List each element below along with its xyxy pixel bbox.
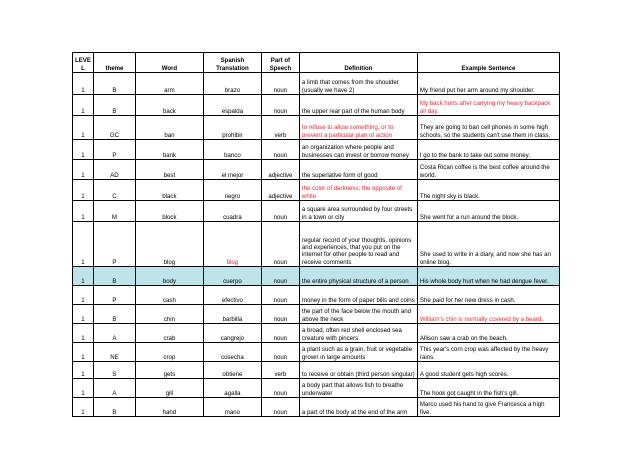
cell-word: gets [135, 362, 203, 379]
cell-theme: P [93, 222, 135, 267]
cell-word: crab [135, 324, 203, 343]
cell-level: 1 [73, 140, 94, 160]
cell-word: chin [135, 305, 203, 324]
cell-level: 1 [73, 95, 94, 116]
cell-definition: the color of darkness; the opposite of white [299, 180, 417, 201]
cell-theme: C [93, 180, 135, 201]
cell-pos: verb [261, 116, 299, 140]
table-row [73, 324, 560, 343]
cell-level: 1 [73, 362, 94, 379]
cell-spanish: el mejor [203, 160, 261, 180]
cell-theme: A [93, 379, 135, 398]
header-definition: Definition [299, 53, 417, 73]
cell-pos: noun [261, 305, 299, 324]
cell-example: A good student gets high scores. [417, 362, 559, 379]
cell-definition: the entire physical structure of a person [299, 267, 417, 286]
cell-word: bank [135, 140, 203, 160]
table-row [73, 379, 560, 398]
cell-theme: B [93, 305, 135, 324]
cell-definition: a plant such as a grain, fruit or vegetable grown in large amounts [299, 343, 417, 362]
cell-definition: the upper rear part of the human body [299, 95, 417, 116]
cell-word: arm [135, 73, 203, 95]
cell-definition: a broad, often red shell enclosed sea creature with pincers [299, 324, 417, 343]
cell-level: 1 [73, 201, 94, 222]
cell-definition: to receive or obtain (third person singular) [299, 362, 417, 379]
table-row [73, 95, 560, 116]
table-row [73, 305, 560, 324]
cell-pos: noun [261, 324, 299, 343]
vocabulary-table [72, 52, 560, 417]
cell-definition: the part of the face below the mouth and above the neck [299, 305, 417, 324]
cell-theme: P [93, 286, 135, 305]
cell-spanish: obtiene [203, 362, 261, 379]
cell-spanish: mano [203, 398, 261, 417]
cell-theme: S [93, 362, 135, 379]
cell-theme: B [93, 398, 135, 417]
cell-theme: AD [93, 160, 135, 180]
cell-pos: noun [261, 201, 299, 222]
cell-pos: noun [261, 73, 299, 95]
cell-spanish: barbilla [203, 305, 261, 324]
cell-spanish: cuerpo [203, 267, 261, 286]
cell-word: black [135, 180, 203, 201]
cell-word: back [135, 95, 203, 116]
cell-pos: noun [261, 95, 299, 116]
header-word: Word [135, 53, 203, 73]
cell-spanish: brazo [203, 73, 261, 95]
cell-theme: NE [93, 343, 135, 362]
cell-level: 1 [73, 116, 94, 140]
cell-definition: to refuse to allow something, or to prevent a particular plan of action [299, 116, 417, 140]
table-row [73, 362, 560, 379]
cell-word: blog [135, 222, 203, 267]
cell-spanish: agalla [203, 379, 261, 398]
cell-pos: noun [261, 140, 299, 160]
cell-example: Marco used his hand to give Francesca a high five. [417, 398, 559, 417]
cell-pos: noun [261, 222, 299, 267]
cell-example: She went for a run around the block. [417, 201, 559, 222]
cell-theme: M [93, 201, 135, 222]
cell-theme: B [93, 95, 135, 116]
cell-word: hand [135, 398, 203, 417]
cell-spanish: blog [203, 222, 261, 267]
cell-example: This year's corn crop was affected by the heavy rains. [417, 343, 559, 362]
header-level: LEVE L [73, 53, 94, 73]
cell-pos: noun [261, 286, 299, 305]
cell-word: gill [135, 379, 203, 398]
cell-spanish: cuadra [203, 201, 261, 222]
cell-level: 1 [73, 343, 94, 362]
table-row [73, 267, 560, 286]
cell-word: crop [135, 343, 203, 362]
cell-level: 1 [73, 267, 94, 286]
cell-level: 1 [73, 286, 94, 305]
cell-example: His whole body hurt when he had dengue fever. [417, 267, 559, 286]
table-row [73, 116, 560, 140]
cell-definition: a body part that allows fish to breathe underwater [299, 379, 417, 398]
header-pos: Part of Speech [261, 53, 299, 73]
cell-pos: adjective [261, 160, 299, 180]
table-row [73, 140, 560, 160]
table-row [73, 201, 560, 222]
cell-level: 1 [73, 160, 94, 180]
cell-example: My back hurts after carrying my heavy backpack all day. [417, 95, 559, 116]
header-row [73, 53, 560, 73]
cell-pos: verb [261, 362, 299, 379]
cell-level: 1 [73, 379, 94, 398]
cell-spanish: prohibir [203, 116, 261, 140]
cell-spanish: cosecha [203, 343, 261, 362]
header-spanish: Spanish Translation [203, 53, 261, 73]
cell-level: 1 [73, 73, 94, 95]
cell-level: 1 [73, 222, 94, 267]
table-row [73, 222, 560, 267]
cell-spanish: banco [203, 140, 261, 160]
table-row [73, 343, 560, 362]
table-row [73, 398, 560, 417]
cell-definition: a part of the body at the end of the arm [299, 398, 417, 417]
table-row [73, 286, 560, 305]
cell-example: William's chin is normally covered by a beard. [417, 305, 559, 324]
cell-theme: P [93, 140, 135, 160]
cell-pos: noun [261, 343, 299, 362]
cell-pos: adjective [261, 180, 299, 201]
cell-word: body [135, 267, 203, 286]
cell-spanish: negro [203, 180, 261, 201]
cell-pos: noun [261, 398, 299, 417]
cell-word: ban [135, 116, 203, 140]
cell-spanish: efectivo [203, 286, 261, 305]
cell-example: Costa Rican coffee is the best coffee around the world. [417, 160, 559, 180]
cell-example: Allison saw a crab on the beach. [417, 324, 559, 343]
cell-definition: an organization where people and businesses can invest or borrow money [299, 140, 417, 160]
cell-example: She used to write in a diary, and now she has an online blog. [417, 222, 559, 267]
cell-example: My friend put her arm around my shoulder. [417, 73, 559, 95]
cell-pos: noun [261, 379, 299, 398]
cell-level: 1 [73, 305, 94, 324]
cell-theme: GC [93, 116, 135, 140]
cell-example: They are going to ban cell phones in some high schools, so the students can't use them in class. [417, 116, 559, 140]
cell-word: cash [135, 286, 203, 305]
cell-level: 1 [73, 324, 94, 343]
cell-definition: a square area surrounded by four streets in a town or city [299, 201, 417, 222]
header-theme: theme [93, 53, 135, 73]
cell-example: The night sky is black. [417, 180, 559, 201]
cell-example: The hook got caught in the fish's gill. [417, 379, 559, 398]
cell-pos: noun [261, 267, 299, 286]
cell-definition: money in the form of paper bills and coins [299, 286, 417, 305]
cell-theme: B [93, 73, 135, 95]
cell-example: She paid for her new dress in cash. [417, 286, 559, 305]
table-row [73, 73, 560, 95]
cell-level: 1 [73, 398, 94, 417]
cell-word: best [135, 160, 203, 180]
cell-theme: B [93, 267, 135, 286]
header-example: Example Sentence [417, 53, 559, 73]
cell-definition: the superlative form of good [299, 160, 417, 180]
cell-spanish: cangrejo [203, 324, 261, 343]
cell-example: I go to the bank to take out some money. [417, 140, 559, 160]
cell-definition: regular record of your thoughts, opinions and experiences, that you put on the internet for other people to read and receive comments [299, 222, 417, 267]
table-row [73, 180, 560, 201]
cell-word: block [135, 201, 203, 222]
cell-theme: A [93, 324, 135, 343]
cell-level: 1 [73, 180, 94, 201]
table-row [73, 160, 560, 180]
cell-definition: a limb that comes from the shoulder (usually we have 2) [299, 73, 417, 95]
cell-spanish: espalda [203, 95, 261, 116]
